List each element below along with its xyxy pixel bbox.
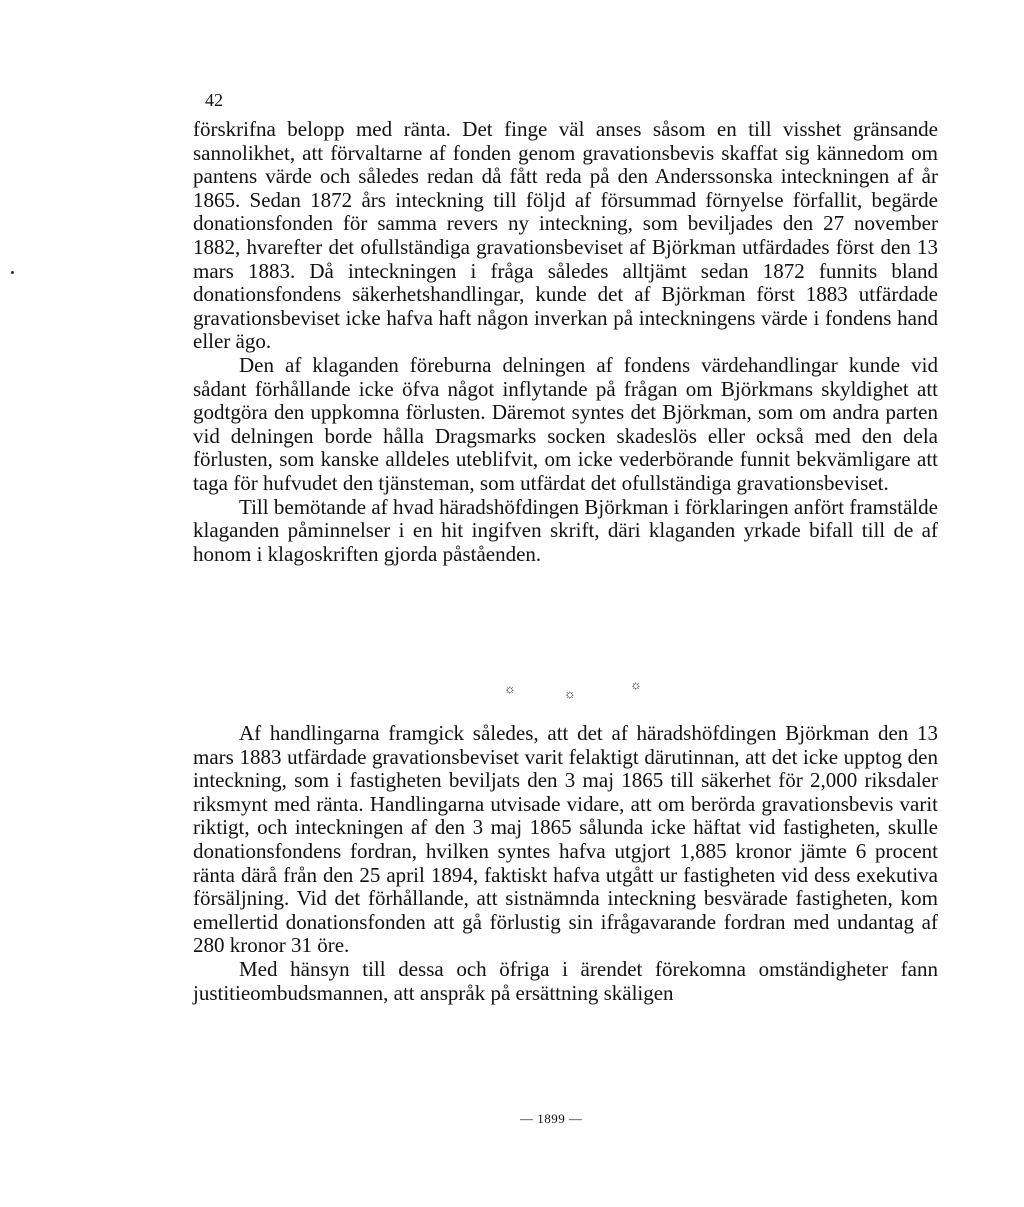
body-text-bottom	[193, 722, 938, 1005]
separator-ornament: ☼	[564, 686, 576, 701]
signature-mark: — 1899 —	[520, 1111, 583, 1126]
separator-ornament: ☼	[630, 677, 642, 692]
body-text-top	[193, 118, 938, 566]
separator-ornament: ☼	[504, 681, 516, 696]
paragraph: Den af klaganden föreburna delningen af fondens värdehandlingar kunde vid sådant förhållande icke öfva något inflytande på frågan om Björkmans skyldighet att godtgöra den uppkomna förlusten. Däremot syntes det Björkman, som om andra parten vid delningen borde hålla Dragsmarks socken skadeslös eller också med den dela förlusten, som kanske alldeles uteblifvit, om icke vederbörande funnit bekvämligare att taga för hufvudet den tjänsteman, som utfärdat det ofullständiga gravationsbeviset.	[193, 352, 938, 495]
section-separator	[500, 676, 660, 701]
paragraph: Af handlingarna framgick således, att det af häradshöfdingen Björkman den 13 mars 1883 utfärdade gravationsbeviset varit felaktigt därutinnan, att det icke upptog den inteckning, som i fastigheten beviljats den 3 maj 1865 till säkerhet för 2,000 riksdaler riksmynt med ränta. Handlingarna utvisade vidare, att om berörda gravationsbevis varit riktigt, och inteckningen af den 3 maj 1865 sålunda icke häftat vid fastigheten, skulle donationsfondens fordran, hvilken syntes hafva utgjort 1,885 kronor jämte 6 procent ränta därå från den 25 april 1894, faktiskt hafva utgått ur fastigheten vid dess exekutiva försäljning. Vid det förhållande, att sistnämnda inteckning besvärade fastigheten, kom emellertid donationsfonden att gå förlustig sin ifrågavarande fordran med undantag af 280 kronor 31 öre.	[193, 721, 938, 958]
margin-speck	[11, 271, 14, 274]
paragraph: Med hänsyn till dessa och öfriga i ärendet förekomna omständigheter fann justitieombudsmannen, att anspråk på ersättning skäligen	[193, 956, 938, 1005]
paragraph: Till bemötande af hvad häradshöfdingen Björkman i förklaringen anfört framstälde klaganden påminnelser i en hit ingifven skrift, däri klaganden yrkade bifall till de af honom i klagoskriften gjorda påståenden.	[193, 494, 938, 566]
paragraph: förskrifna belopp med ränta. Det finge väl anses såsom en till visshet gränsande sannolikhet, att förvaltarne af fonden genom gravationsbevis skaffat sig kännedom om pantens värde och således redan då fått reda på den Anderssonska inteckningen af år 1865. Sedan 1872 års inteckning till följd af försummad förnyelse förfallit, begärde donationsfonden för samma revers ny inteckning, som beviljades den 27 november 1882, hvarefter det ofullständiga gravationsbeviset af Björkman utfärdades först den 13 mars 1883. Då inteckningen i fråga således alltjämt sedan 1872 funnits bland donationsfondens säkerhetshandlingar, kunde det af Björkman först 1883 utfärdade gravationsbeviset icke hafva haft någon inverkan på inteckningens värde i fondens hand eller ägo.	[193, 117, 938, 354]
page-number: 42	[205, 90, 223, 110]
